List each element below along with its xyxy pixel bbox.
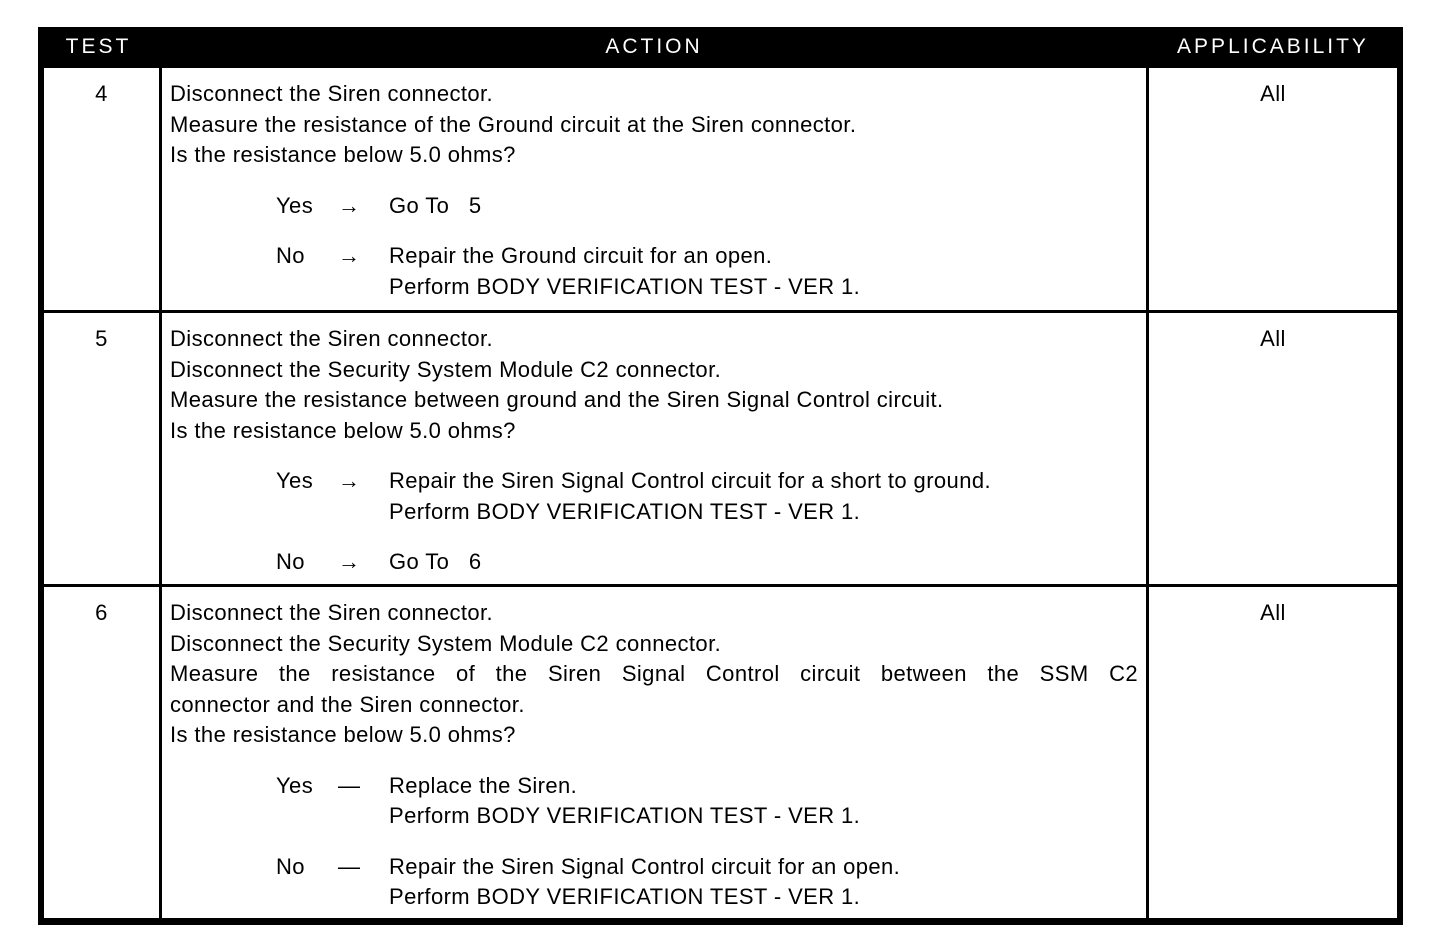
no-label: No xyxy=(276,243,305,268)
action-line: Disconnect the Security System Module C2 connector. xyxy=(170,356,722,382)
arrow-icon: → xyxy=(338,192,361,218)
action-line: Disconnect the Security System Module C2 connector. xyxy=(170,630,722,656)
action-line: connector and the Siren connector. xyxy=(170,691,525,717)
result-line: Repair the Siren Signal Control circuit for an open. xyxy=(389,853,901,879)
applicability-cell xyxy=(1149,68,1397,310)
applicability-cell xyxy=(1149,313,1397,584)
test-number: 4 xyxy=(95,81,108,106)
applicability-value: All xyxy=(1260,326,1286,351)
applicability-value: All xyxy=(1260,600,1286,625)
yes-label: Yes xyxy=(276,468,314,493)
action-line: Disconnect the Siren connector. xyxy=(170,81,494,106)
yes-result xyxy=(170,771,1146,832)
result-line: Perform BODY VERIFICATION TEST - VER 1. xyxy=(389,803,861,828)
test-number: 5 xyxy=(95,326,108,351)
result-line: Go To 6 xyxy=(389,549,482,574)
action-line: Disconnect the Siren connector. xyxy=(170,600,494,625)
action-line: Disconnect the Siren connector. xyxy=(170,326,494,351)
action-line: Is the resistance below 5.0 ohms? xyxy=(170,722,516,747)
arrow-icon: → xyxy=(338,468,361,493)
action-line: Is the resistance below 5.0 ohms? xyxy=(170,142,516,167)
result-line: Go To 5 xyxy=(389,192,482,218)
yes-result xyxy=(170,466,1146,527)
result-line: Perform BODY VERIFICATION TEST - VER 1. xyxy=(389,498,861,524)
no-result xyxy=(170,852,1146,913)
no-result xyxy=(170,241,1146,302)
applicability-value: All xyxy=(1260,81,1286,106)
header-applicability: APPLICABILITY xyxy=(1177,35,1369,58)
action-line: Is the resistance below 5.0 ohms? xyxy=(170,417,516,443)
diagnostic-table xyxy=(38,27,1403,925)
action-line: Measure the resistance of the Siren Signal Control circuit between the SSM C2 xyxy=(170,661,1138,686)
result-line: Perform BODY VERIFICATION TEST - VER 1. xyxy=(389,884,861,909)
yes-label: Yes xyxy=(276,192,314,218)
no-label: No xyxy=(276,853,305,879)
yes-result xyxy=(170,191,1146,222)
no-label: No xyxy=(276,549,305,574)
arrow-icon: — xyxy=(338,853,361,879)
action-cell xyxy=(162,587,1146,918)
result-line: Perform BODY VERIFICATION TEST - VER 1. xyxy=(389,273,861,299)
applicability-cell xyxy=(1149,587,1397,918)
action-line: Measure the resistance of the Ground circuit at the Siren connector. xyxy=(170,111,857,137)
action-cell xyxy=(162,313,1146,584)
test-number: 6 xyxy=(95,600,108,625)
test-number-cell xyxy=(44,587,159,918)
test-number-cell xyxy=(44,313,159,584)
arrow-icon: → xyxy=(338,243,361,268)
action-line: Measure the resistance between ground and the Siren Signal Control circuit. xyxy=(170,387,944,412)
table-header xyxy=(38,27,1403,68)
result-line: Replace the Siren. xyxy=(389,772,578,798)
yes-label: Yes xyxy=(276,772,314,798)
arrow-icon: → xyxy=(338,549,361,574)
test-number-cell xyxy=(44,68,159,310)
no-result xyxy=(170,547,1146,578)
arrow-icon: — xyxy=(338,772,361,798)
header-test: TEST xyxy=(65,35,132,58)
result-line: Repair the Siren Signal Control circuit for a short to ground. xyxy=(389,468,991,493)
action-cell xyxy=(162,68,1146,310)
header-action: ACTION xyxy=(605,35,703,58)
result-line: Repair the Ground circuit for an open. xyxy=(389,243,773,268)
